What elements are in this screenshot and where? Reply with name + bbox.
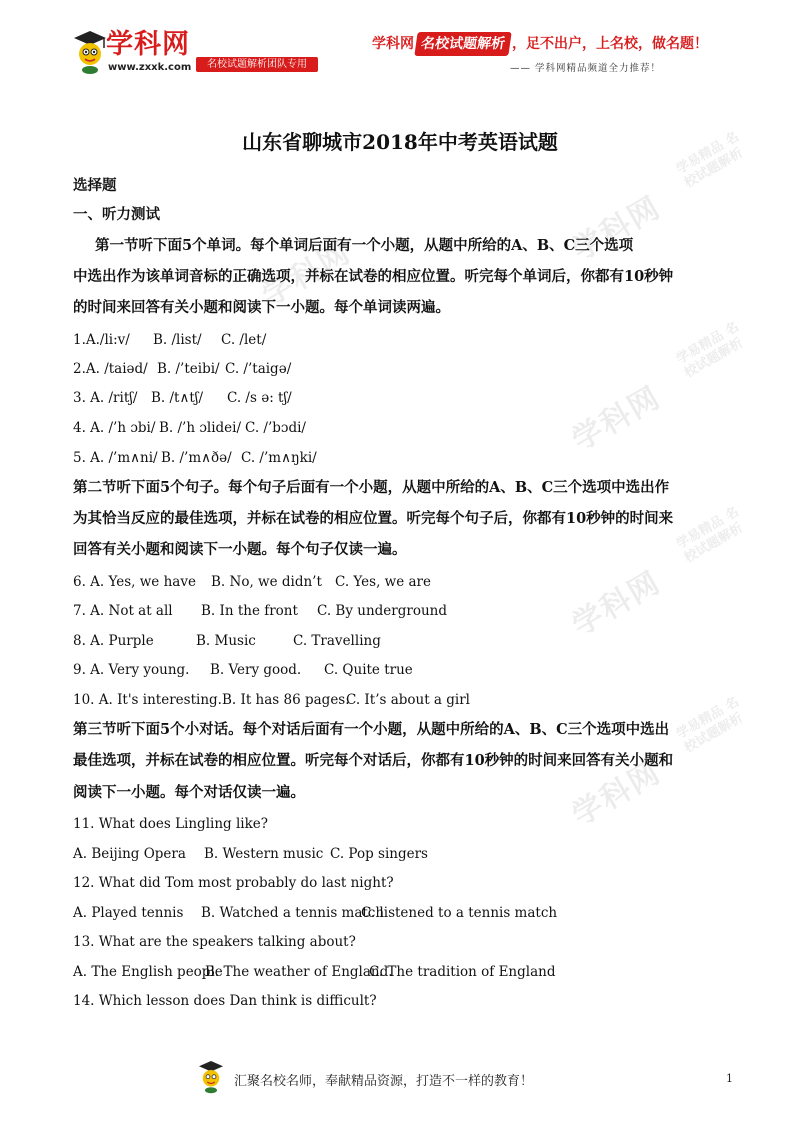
question-row	[73, 448, 733, 468]
option: 6. A. Yes, we have	[73, 574, 196, 590]
watermark: 学科网	[256, 234, 358, 314]
team-tag: 名校试题解析团队专用	[196, 57, 318, 72]
option: B. It has 86 pages.	[222, 692, 350, 708]
question-row	[73, 572, 733, 592]
option: B. /’m∧ðə/	[161, 450, 232, 466]
section-instructions: 阅读下一小题。每个对话仅读一遍。	[73, 784, 305, 801]
option: C. /let/	[221, 332, 267, 348]
option: 1.A./li:v/	[73, 332, 130, 348]
mascot-icon	[70, 28, 110, 74]
question-row	[73, 962, 733, 982]
question-row	[73, 903, 733, 923]
option: B. Western music	[204, 846, 324, 862]
option: C. By underground	[317, 603, 447, 619]
part-heading: 一、听力测试	[73, 206, 160, 223]
option: B. No, we didn’t	[211, 574, 322, 590]
question-row	[73, 330, 733, 350]
section-instructions: 第一节听下面5个单词。每个单词后面有一个小题，从题中所给的A、B、C三个选项	[95, 237, 634, 254]
section-instructions: 为其恰当反应的最佳选项，并标在试卷的相应位置。听完每个句子后，你都有10秒钟的时间来	[73, 510, 674, 527]
mascot-icon	[196, 1058, 226, 1094]
question-row	[73, 660, 733, 680]
option: 10. A. It's interesting.	[73, 692, 222, 708]
logo-url: www.zxxk.com	[108, 62, 192, 73]
option: C. /’bɔdi/	[245, 420, 306, 436]
watermark: 学科网 学易精品 名校试题解析	[566, 504, 746, 644]
watermark: 学科网 学易精品 名校试题解析	[566, 694, 746, 834]
option: 2.A. /taiəd/	[73, 361, 148, 377]
recommend-text: —— 学科网精品频道全力推荐！	[510, 63, 662, 74]
option: C. Yes, we are	[335, 574, 431, 590]
site-logo[interactable]	[70, 28, 200, 76]
watermark: 学科网 学易精品 名校试题解析	[566, 319, 746, 459]
question-stem: 13. What are the speakers talking about?	[73, 934, 356, 950]
logo-name: 学科网	[106, 29, 190, 60]
page-title: 山东省聊城市2018年中考英语试题	[242, 130, 558, 154]
option: A. Beijing Opera	[73, 846, 186, 862]
option: A. The English people	[73, 964, 223, 980]
option: B. /’teibi/	[157, 361, 220, 377]
question-row	[73, 601, 733, 621]
question-row	[73, 418, 733, 438]
option: B. Watched a tennis match	[201, 905, 385, 921]
footer-slogan: 汇聚名校名师，奉献精品资源，打造不一样的教育！	[234, 1074, 534, 1089]
option: C. /’taigə/	[225, 361, 292, 377]
option: 3. A. /ritʃ/	[73, 390, 138, 406]
option: 5. A. /’m∧ni/	[73, 450, 158, 466]
option: C. It’s about a girl	[346, 692, 470, 708]
section-instructions: 的时间来回答有关小题和阅读下一小题。每个单词读两遍。	[73, 299, 450, 316]
question-row	[73, 388, 733, 408]
section-label: 选择题	[73, 177, 117, 194]
option: C. Travelling	[293, 633, 381, 649]
section-instructions: 中选出作为该单词音标的正确选项，并标在试卷的相应位置。听完每个单词后，你都有10秒钟	[73, 268, 674, 285]
option: A. Played tennis	[73, 905, 184, 921]
option: C. listened to a tennis match	[361, 905, 558, 921]
question-stem: 14. Which lesson does Dan think is difficult?	[73, 993, 377, 1009]
option: 9. A. Very young.	[73, 662, 190, 678]
option: B. In the front	[201, 603, 298, 619]
option: 4. A. /’h ɔbi/	[73, 420, 156, 436]
watermark: 学科网 学易精品 名校试题解析	[566, 129, 746, 269]
page-number: 1	[726, 1072, 733, 1085]
option: B. Music	[196, 633, 256, 649]
option: C. Pop singers	[330, 846, 428, 862]
option: C. Quite true	[324, 662, 413, 678]
option: C. The tradition of England	[369, 964, 556, 980]
option: B. The weather of England.	[205, 964, 393, 980]
option: B. /list/	[153, 332, 202, 348]
question-stem: 11. What does Lingling like?	[73, 816, 268, 832]
option: B. /’h ɔlidei/	[159, 420, 242, 436]
page-header	[0, 0, 800, 100]
option: B. /t∧tʃ/	[151, 390, 203, 406]
option: 8. A. Purple	[73, 633, 154, 649]
section-instructions: 第三节听下面5个小对话。每个对话后面有一个小题，从题中所给的A、B、C三个选项中选出	[73, 721, 670, 738]
option: C. /s ə: tʃ/	[227, 390, 292, 406]
section-instructions: 第二节听下面5个句子。每个句子后面有一个小题，从题中所给的A、B、C三个选项中选出作	[73, 479, 670, 496]
section-instructions: 回答有关小题和阅读下一小题。每个句子仅读一遍。	[73, 541, 407, 558]
header-slogan: 学科网 名校试题解析 ，足不出户，上名校，做名题！	[372, 32, 708, 56]
section-instructions: 最佳选项，并标在试卷的相应位置。听完每个对话后，你都有10秒钟的时间来回答有关小题和	[73, 752, 674, 769]
option: B. Very good.	[210, 662, 302, 678]
question-row	[73, 690, 733, 710]
option: C. /’m∧ŋki/	[241, 450, 317, 466]
slogan-highlight: 名校试题解析	[414, 32, 511, 56]
question-stem: 12. What did Tom most probably do last night?	[73, 875, 394, 891]
question-row	[73, 844, 733, 864]
question-row	[73, 359, 733, 379]
option: 7. A. Not at all	[73, 603, 173, 619]
question-row	[73, 631, 733, 651]
